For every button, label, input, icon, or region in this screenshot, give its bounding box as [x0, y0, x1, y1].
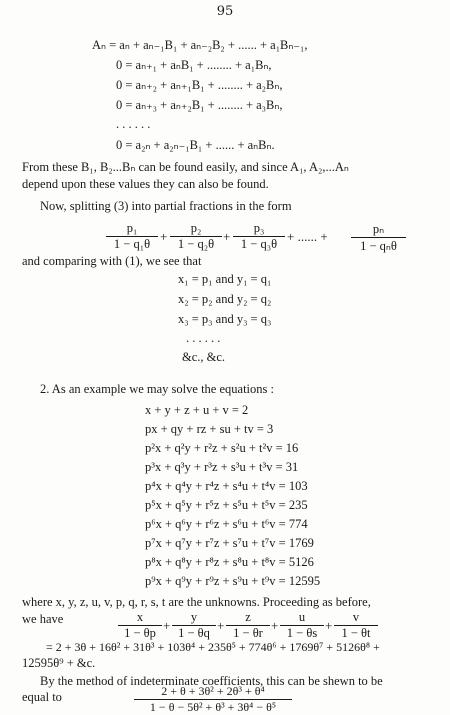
conclusion-line-2: equal to	[22, 690, 62, 704]
fraction-denominator: 1 − θt	[341, 626, 371, 640]
page-number: 95	[216, 4, 234, 19]
fraction-denominator: 1 − θr	[233, 626, 263, 640]
system-eq-10: p⁹x + q⁹y + r⁹z + s⁹u + t⁹v = 12595	[145, 574, 321, 588]
relation-dots: . . . . . .	[186, 331, 221, 345]
paragraph-2: Now, splitting (3) into partial fractions in the form	[40, 199, 292, 213]
relation-1: x₁ = p₁ and y₁ = q₁	[178, 272, 272, 286]
fraction-denominator: 1 − θ − 5θ² + θ³ + 3θ⁴ − θ⁵	[149, 700, 277, 714]
system-eq-8: p⁷x + q⁷y + r⁷z + s⁷u + t⁷v = 1769	[145, 536, 314, 550]
equation-zero-last: 0 = a₂ₙ + a₂ₙ₋₁B₁ + ...... + aₙBₙ.	[116, 138, 275, 152]
fraction-denominator: 1 − θq	[178, 626, 210, 640]
fraction-numerator: z	[226, 610, 270, 626]
fraction-denominator: 1 − qₙθ	[360, 239, 397, 253]
fraction-denominator: 1 − q₂θ	[177, 237, 215, 251]
paragraph-1-line-2: depend upon these values they can also be found.	[22, 177, 269, 191]
unknowns-line-2: we have	[22, 612, 64, 626]
equation-zero-3: 0 = aₙ₊₃ + aₙ₊₂B₁ + ........ + a₃Bₙ,	[116, 98, 283, 112]
partial-fraction-3	[233, 221, 285, 252]
relation-2: x₂ = p₂ and y₂ = q₂	[178, 292, 272, 306]
fraction-numerator: pₙ	[351, 221, 406, 238]
fraction-numerator: p₂	[170, 221, 222, 237]
system-eq-3: p²x + q²y + r²z + s²u + t²v = 16	[145, 441, 299, 455]
fraction-denominator: 1 − q₃θ	[240, 237, 278, 251]
sum-fraction-4	[280, 610, 324, 641]
fraction-denominator: 1 − θs	[286, 626, 318, 640]
series-line-1: = 2 + 3θ + 16θ² + 31θ³ + 103θ⁴ + 235θ⁵ + 774θ⁶ + 1769θ⁷ + 5126θ⁸ +	[46, 640, 380, 654]
equation-an: Aₙ = aₙ + aₙ₋₁B₁ + aₙ₋₂B₂ + ...... + a₁Bₙ₋₁,	[92, 38, 308, 52]
fraction-numerator: x	[118, 610, 162, 626]
plus-ellipsis: + ...... +	[287, 229, 328, 244]
fraction-numerator: v	[334, 610, 378, 626]
fraction-numerator: p₁	[106, 221, 158, 237]
comparing-text: and comparing with (1), we see that	[22, 254, 202, 268]
fraction-denominator: 1 − θp	[124, 626, 156, 640]
relation-3: x₃ = p₃ and y₃ = q₃	[178, 312, 272, 326]
system-eq-5: p⁴x + q⁴y + r⁴z + s⁴u + t⁴v = 103	[145, 479, 308, 493]
unknowns-line-1: where x, y, z, u, v, p, q, r, s, t are the unknowns. Proceeding as before,	[22, 595, 371, 609]
plus-sign: +	[217, 618, 225, 633]
fraction-denominator: 1 − q₁θ	[113, 237, 151, 251]
fraction-numerator: u	[280, 610, 324, 626]
plus-sign: +	[160, 229, 168, 244]
sum-fraction-3	[226, 610, 270, 641]
final-fraction	[134, 684, 292, 715]
partial-fraction-1	[106, 221, 158, 252]
series-line-2: 12595θ⁹ + &c.	[22, 656, 96, 670]
plus-sign: +	[163, 618, 171, 633]
system-eq-9: p⁸x + q⁸y + r⁸z + s⁸u + t⁸v = 5126	[145, 555, 314, 569]
plus-sign: +	[271, 618, 279, 633]
fraction-numerator: p₃	[233, 221, 285, 237]
system-eq-7: p⁶x + q⁶y + r⁶z + s⁶u + t⁶v = 774	[145, 517, 308, 531]
system-eq-6: p⁵x + q⁵y + r⁵z + s⁵u + t⁵v = 235	[145, 498, 308, 512]
section-2-heading: 2. As an example we may solve the equations :	[40, 382, 274, 396]
sum-fraction-1	[118, 610, 162, 641]
relation-etc: &c., &c.	[182, 350, 226, 364]
sum-fraction-2	[172, 610, 216, 641]
plus-sign: +	[223, 229, 231, 244]
conclusion-line-1: By the method of indeterminate coefficients, this can be shewn to be	[40, 674, 383, 688]
plus-sign: +	[325, 618, 333, 633]
partial-fraction-n	[351, 221, 406, 254]
system-eq-1: x + y + z + u + v = 2	[145, 403, 249, 417]
system-eq-4: p³x + q³y + r³z + s³u + t³v = 31	[145, 460, 299, 474]
partial-fraction-2	[170, 221, 222, 252]
fraction-numerator: 2 + θ + 3θ² + 2θ³ + θ⁴	[134, 684, 292, 700]
paragraph-1-line-1: From these B₁, B₂...Bₙ can be found easily, and since A₁, A₂,...Aₙ	[22, 160, 349, 174]
equation-zero-2: 0 = aₙ₊₂ + aₙ₊₁B₁ + ........ + a₂Bₙ,	[116, 78, 283, 92]
fraction-numerator: y	[172, 610, 216, 626]
equation-zero-1: 0 = aₙ₊₁ + aₙB₁ + ........ + a₁Bₙ,	[116, 58, 272, 72]
sum-fraction-5	[334, 610, 378, 641]
system-eq-2: px + qy + rz + su + tv = 3	[145, 422, 274, 436]
equation-dots: . . . . . .	[116, 117, 151, 131]
